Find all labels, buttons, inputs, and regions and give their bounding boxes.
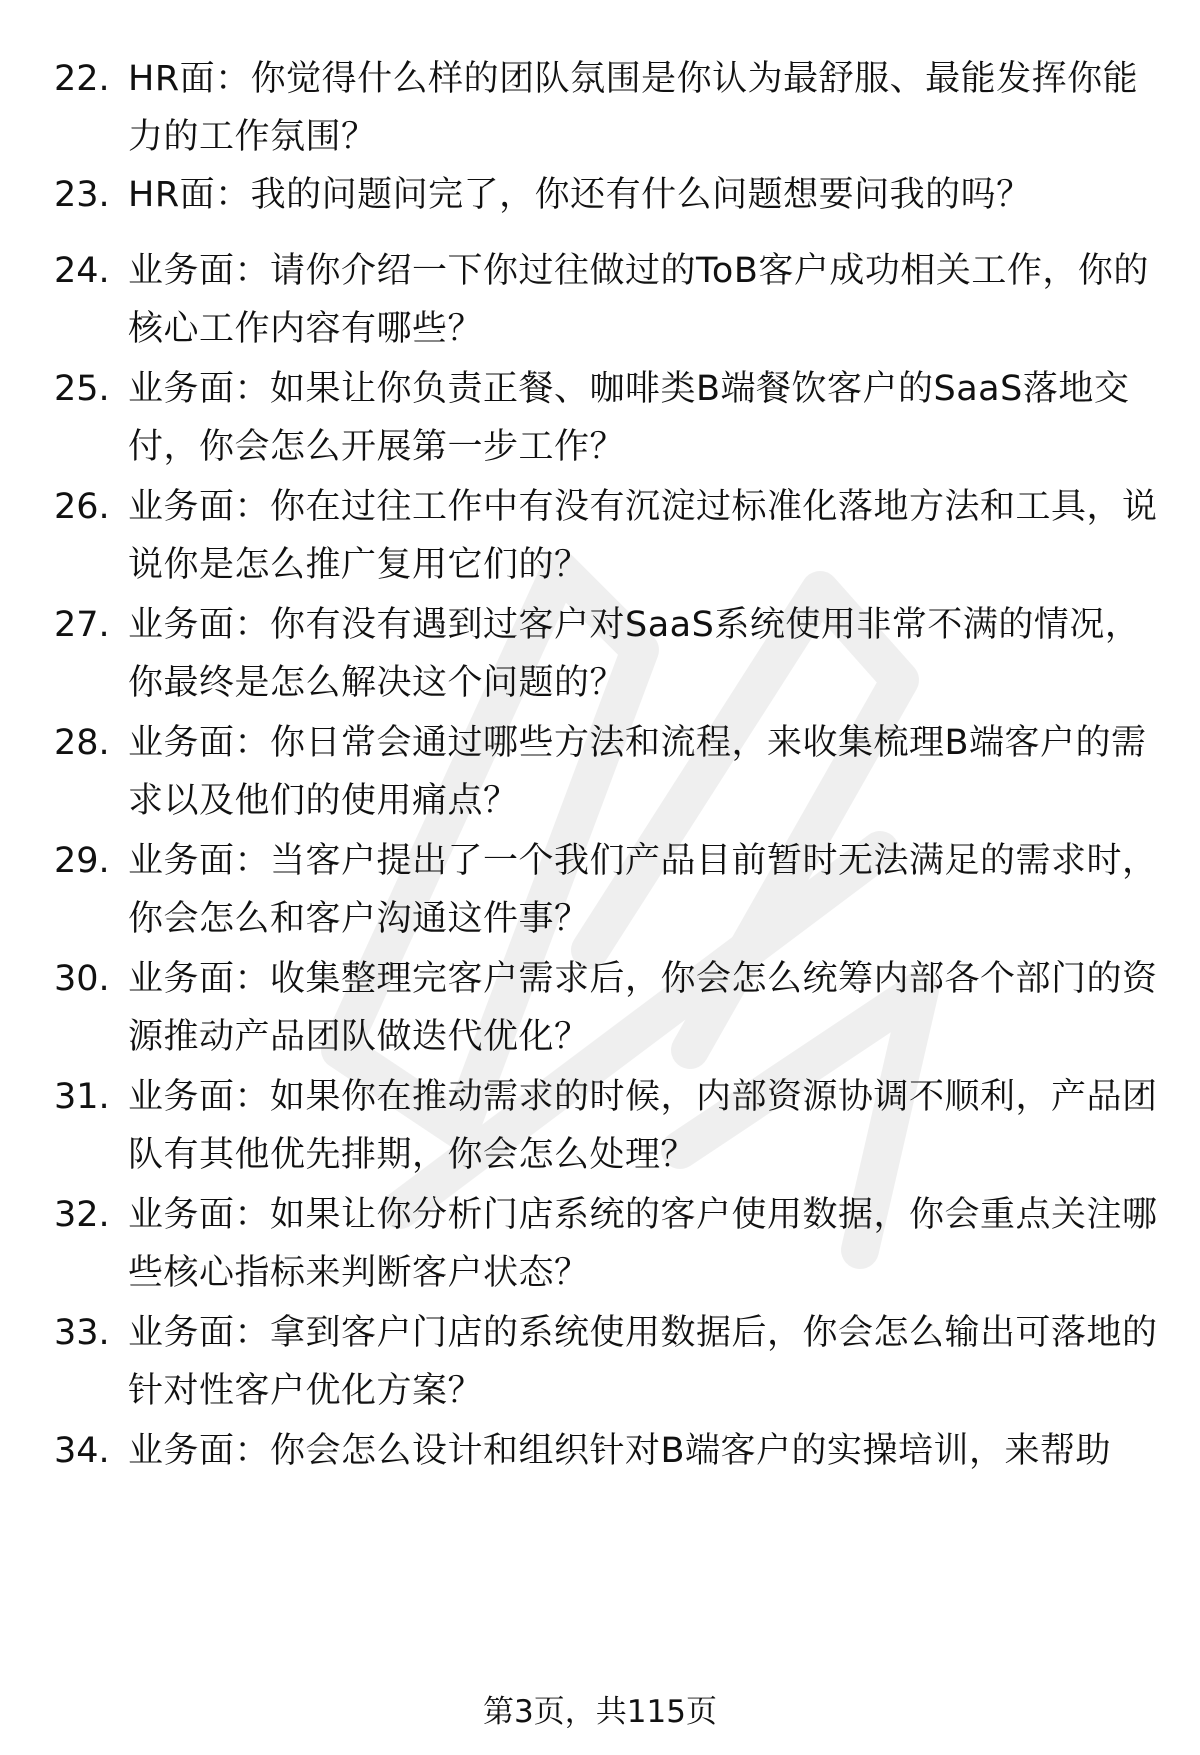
question-number: 32. bbox=[54, 1195, 110, 1235]
question-number: 34. bbox=[54, 1431, 110, 1471]
question-number: 33. bbox=[54, 1313, 110, 1353]
question-text: 业务面：你日常会通过哪些方法和流程，来收集梳理B端客户的需求以及他们的使用痛点？ bbox=[128, 723, 1147, 821]
question-text: 业务面：你会怎么设计和组织针对B端客户的实操培训，来帮助 bbox=[128, 1431, 1112, 1471]
question-text: 业务面：如果让你负责正餐、咖啡类B端餐饮客户的SaaS落地交付，你会怎么开展第一步工作？ bbox=[128, 369, 1130, 467]
question-text: 业务面：你在过往工作中有没有沉淀过标准化落地方法和工具，说说你是怎么推广复用它们的？ bbox=[128, 487, 1158, 585]
page-number-footer: 第3页，共115页 bbox=[483, 1694, 717, 1730]
question-number: 27. bbox=[54, 605, 110, 645]
question-number: 31. bbox=[54, 1077, 110, 1117]
question-text: 业务面：当客户提出了一个我们产品目前暂时无法满足的需求时，你会怎么和客户沟通这件事？ bbox=[128, 841, 1158, 939]
question-number: 22. bbox=[54, 59, 110, 99]
question-text: 业务面：收集整理完客户需求后，你会怎么统筹内部各个部门的资源推动产品团队做迭代优化？ bbox=[128, 959, 1158, 1057]
question-text: 业务面：拿到客户门店的系统使用数据后，你会怎么输出可落地的针对性客户优化方案？ bbox=[128, 1313, 1158, 1411]
question-text: HR面：我的问题问完了，你还有什么问题想要问我的吗？ bbox=[128, 175, 1032, 215]
question-number: 28. bbox=[54, 723, 110, 763]
question-text: 业务面：你有没有遇到过客户对SaaS系统使用非常不满的情况，你最终是怎么解决这个问题的？ bbox=[128, 605, 1141, 703]
question-text: HR面：你觉得什么样的团队氛围是你认为最舒服、最能发挥你能力的工作氛围？ bbox=[128, 59, 1139, 157]
question-number: 24. bbox=[54, 251, 110, 291]
question-number: 25. bbox=[54, 369, 110, 409]
question-number: 29. bbox=[54, 841, 110, 881]
question-number: 30. bbox=[54, 959, 110, 999]
question-number: 26. bbox=[54, 487, 110, 527]
question-text: 业务面：如果让你分析门店系统的客户使用数据，你会重点关注哪些核心指标来判断客户状态？ bbox=[128, 1195, 1158, 1293]
question-text: 业务面：如果你在推动需求的时候，内部资源协调不顺利，产品团队有其他优先排期，你会怎么处理？ bbox=[128, 1077, 1158, 1175]
question-text: 业务面：请你介绍一下你过往做过的ToB客户成功相关工作，你的核心工作内容有哪些？ bbox=[128, 251, 1149, 349]
question-number: 23. bbox=[54, 175, 110, 215]
